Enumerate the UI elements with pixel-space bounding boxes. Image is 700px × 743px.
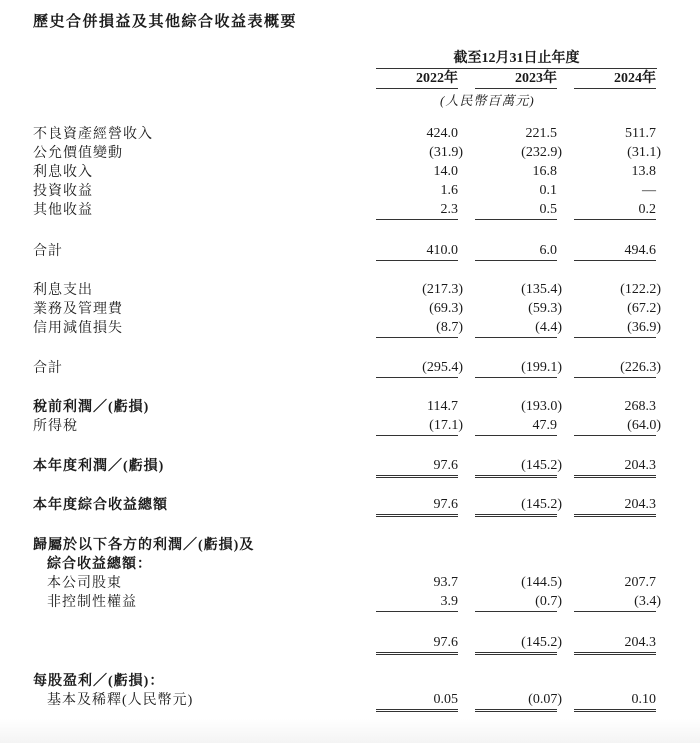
row-label: 所得稅: [33, 419, 78, 434]
value-2022: [376, 125, 458, 143]
value-text: (232.9): [521, 145, 562, 160]
table-row-attributable-total: [0, 634, 700, 653]
value-text: (8.7): [436, 320, 463, 335]
row-label: 信用減值損失: [33, 321, 123, 336]
row-label: 非控制性權益: [47, 595, 137, 610]
table-row-subtotal: [0, 242, 700, 261]
value-2022: [376, 144, 463, 162]
value-2023: [475, 281, 562, 299]
value-2024: [574, 125, 656, 143]
table-row: [0, 300, 700, 319]
value-2023: [475, 574, 562, 592]
value-text: 97.6: [433, 458, 458, 473]
value-text: 2.3: [440, 202, 458, 217]
value-2022: [376, 634, 458, 655]
value-2024: [574, 398, 656, 416]
row-label: 其他收益: [33, 203, 93, 218]
value-text: (4.4): [535, 320, 562, 335]
table-row-total-comprehensive-income: [0, 496, 700, 515]
row-label: 歸屬於以下各方的利潤／(虧損)及: [33, 538, 255, 553]
table-row-eps: [0, 691, 700, 710]
table-row: [0, 201, 700, 220]
value-text: 0.05: [433, 692, 458, 707]
value-2023: [475, 163, 557, 181]
value-2024: [574, 281, 661, 299]
year-header-2024: 2024年: [574, 70, 656, 89]
value-text: 204.3: [624, 635, 656, 650]
table-row: [0, 593, 700, 612]
section-heading-attributable: [0, 536, 700, 555]
value-text: 204.3: [624, 497, 656, 512]
value-2022: [376, 182, 458, 200]
value-text: 97.6: [433, 497, 458, 512]
row-label: 本年度綜合收益總額: [33, 498, 168, 513]
value-2022: [376, 398, 458, 416]
value-2024: [574, 593, 661, 612]
value-text: (145.2): [521, 497, 562, 512]
row-label: 本公司股東: [47, 576, 122, 591]
row-label: 本年度利潤／(虧損): [33, 459, 165, 474]
value-text: 207.7: [624, 575, 656, 590]
value-2023: [475, 691, 562, 712]
value-2024: [574, 496, 656, 517]
row-label: 合計: [33, 361, 63, 376]
value-2023: [475, 144, 562, 162]
value-2022: [376, 300, 463, 318]
value-2023: [475, 593, 562, 612]
value-2022: [376, 593, 458, 612]
year-header-2023: 2023年: [475, 70, 557, 89]
value-2024: [574, 691, 656, 712]
value-text: 511.7: [625, 126, 656, 141]
value-text: 0.1: [539, 183, 557, 198]
table-row: [0, 281, 700, 300]
table-row: [0, 163, 700, 182]
value-text: 410.0: [426, 243, 458, 258]
value-2022: [376, 457, 458, 478]
value-2022: [376, 242, 458, 261]
value-text: 13.8: [631, 164, 656, 179]
value-2023: [475, 496, 562, 517]
table-row-profit-before-tax: [0, 398, 700, 417]
value-text: (135.4): [521, 282, 562, 297]
value-2024: [574, 201, 656, 220]
year-header-2022: 2022年: [376, 70, 458, 89]
section-heading-attributable-cont: [0, 555, 700, 574]
row-label: 合計: [33, 244, 63, 259]
value-text: (145.2): [521, 635, 562, 650]
currency-unit: (人民幣百萬元): [440, 93, 535, 108]
value-text: 0.2: [638, 202, 656, 217]
value-text: 14.0: [433, 164, 458, 179]
value-2023: [475, 201, 557, 220]
value-text: 1.6: [440, 183, 458, 198]
value-2024: [574, 300, 661, 318]
value-text: 0.10: [631, 692, 656, 707]
row-label: 不良資產經營收入: [33, 127, 153, 142]
value-text: (69.3): [429, 301, 463, 316]
value-2023: [475, 300, 562, 318]
value-text: 47.9: [532, 418, 557, 433]
value-2022: [376, 163, 458, 181]
value-text: (3.4): [634, 594, 661, 609]
row-label: 稅前利潤／(虧損): [33, 400, 150, 415]
table-row: [0, 125, 700, 144]
value-2024: [574, 163, 656, 181]
table-row: [0, 417, 700, 436]
value-text: (144.5): [521, 575, 562, 590]
value-text: (217.3): [422, 282, 463, 297]
table-row-subtotal: [0, 359, 700, 378]
row-label: 利息收入: [33, 165, 93, 180]
table-row: [0, 319, 700, 338]
page-title: 歷史合併損益及其他綜合收益表概要: [33, 14, 298, 30]
value-2022: [376, 359, 463, 378]
value-text: 204.3: [624, 458, 656, 473]
value-text: 6.0: [539, 243, 557, 258]
value-2023: [475, 242, 557, 261]
value-2024: [574, 242, 656, 261]
value-text: (59.3): [528, 301, 562, 316]
value-2023: [475, 182, 557, 200]
period-header: 截至12月31日止年度: [376, 50, 657, 69]
value-text: (199.1): [521, 360, 562, 375]
page-bottom-edge: [0, 719, 700, 743]
value-text: 16.8: [532, 164, 557, 179]
value-2022: [376, 281, 463, 299]
value-2022: [376, 319, 463, 338]
value-text: 494.6: [624, 243, 656, 258]
value-text: (17.1): [429, 418, 463, 433]
value-2022: [376, 691, 458, 712]
table-row: [0, 182, 700, 201]
table-row: [0, 574, 700, 593]
value-text: (36.9): [627, 320, 661, 335]
value-text: 221.5: [525, 126, 557, 141]
value-text: (31.9): [429, 145, 463, 160]
value-text: (193.0): [521, 399, 562, 414]
row-label: 基本及稀釋(人民幣元): [47, 693, 194, 708]
value-text: (145.2): [521, 458, 562, 473]
row-label: 業務及管理費: [33, 302, 123, 317]
value-2024: [574, 574, 656, 592]
value-text: —: [642, 183, 656, 198]
row-label: 利息支出: [33, 283, 93, 298]
value-2022: [376, 496, 458, 517]
value-text: 93.7: [433, 575, 458, 590]
row-label: 投資收益: [33, 184, 93, 199]
value-text: (0.07): [528, 692, 562, 707]
value-text: 268.3: [624, 399, 656, 414]
value-2024: [574, 182, 656, 200]
value-text: (0.7): [535, 594, 562, 609]
value-text: (226.3): [620, 360, 661, 375]
value-text: (67.2): [627, 301, 661, 316]
value-2022: [376, 417, 463, 436]
value-2024: [574, 634, 656, 655]
value-2023: [475, 398, 562, 416]
value-2022: [376, 574, 458, 592]
value-2024: [574, 319, 661, 338]
value-2022: [376, 201, 458, 220]
value-text: 97.6: [433, 635, 458, 650]
value-text: 424.0: [426, 126, 458, 141]
value-2024: [574, 417, 661, 436]
value-text: (122.2): [620, 282, 661, 297]
value-2024: [574, 144, 661, 162]
value-2024: [574, 359, 661, 378]
value-2023: [475, 359, 562, 378]
value-text: (64.0): [627, 418, 661, 433]
value-2023: [475, 417, 557, 436]
value-2023: [475, 125, 557, 143]
value-2024: [574, 457, 656, 478]
value-text: 0.5: [539, 202, 557, 217]
value-text: (295.4): [422, 360, 463, 375]
row-label: 公允價值變動: [33, 146, 123, 161]
table-row-profit-for-year: [0, 457, 700, 476]
value-2023: [475, 319, 562, 338]
table-row: [0, 144, 700, 163]
value-text: (31.1): [627, 145, 661, 160]
year-headers: [0, 70, 700, 90]
value-2023: [475, 457, 562, 478]
value-2023: [475, 634, 562, 655]
value-text: 114.7: [427, 399, 458, 414]
value-text: 3.9: [440, 594, 458, 609]
section-heading-eps: [0, 672, 700, 691]
row-label: 綜合收益總額：: [47, 557, 152, 572]
row-label: 每股盈利／(虧損)：: [33, 674, 165, 689]
